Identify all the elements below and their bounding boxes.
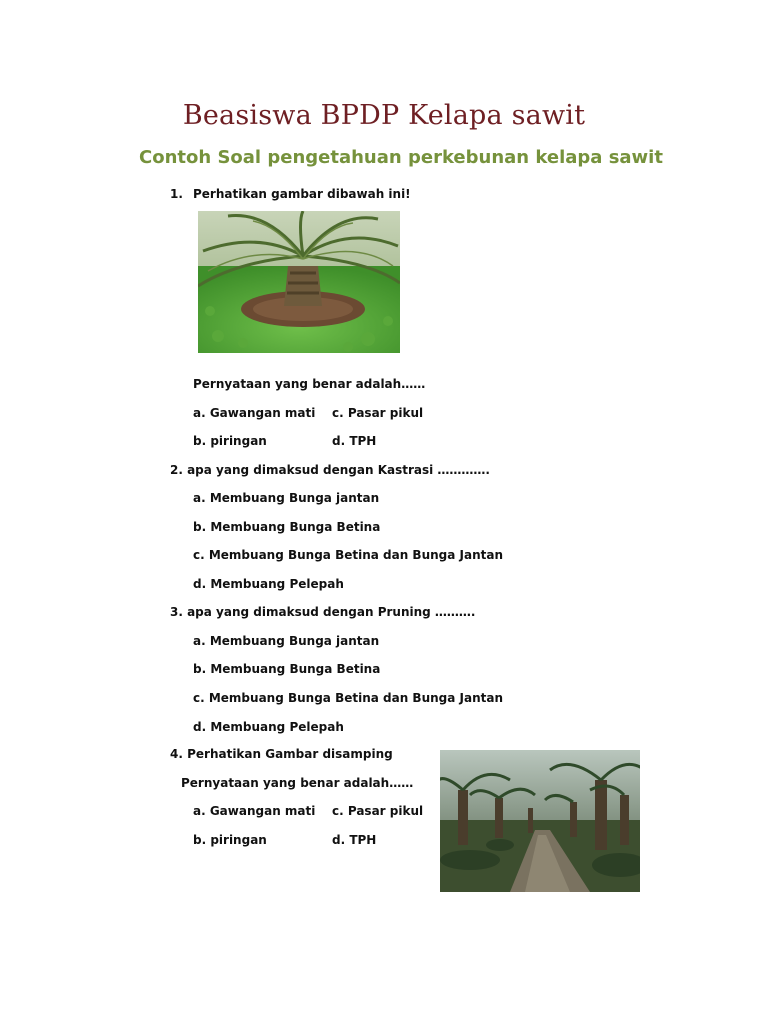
q3-option-d: d. Membuang Pelepah [193,720,344,734]
q4-option-b: b. piringan [193,833,267,847]
q3-option-a: a. Membuang Bunga jantan [193,634,380,648]
q2-option-d: d. Membuang Pelepah [193,577,344,591]
q3-option-c: c. Membuang Bunga Betina dan Bunga Jantan [193,691,504,705]
q2-option-a: a. Membuang Bunga jantan [193,491,380,505]
q4-text: 4. Perhatikan Gambar disamping [170,747,393,761]
q1-number: 1. [170,187,183,201]
q2-option-c: c. Membuang Bunga Betina dan Bunga Jantan [193,548,504,562]
q4-option-a: a. Gawangan mati [193,804,316,818]
plantation-path-photo [440,750,640,892]
q1-option-c: c. Pasar pikul [332,406,424,420]
q1-option-a: a. Gawangan mati [193,406,316,420]
q3-text: 3. apa yang dimaksud dengan Pruning ………. [170,605,476,619]
q1-text: Perhatikan gambar dibawah ini! [193,187,411,201]
document-subtitle: Contoh Soal pengetahuan perkebunan kelapa sawit [139,147,663,168]
palm-tree-photo [198,211,400,353]
q1-option-d: d. TPH [332,434,377,448]
q4-statement: Pernyataan yang benar adalah…… [181,776,414,790]
q1-statement: Pernyataan yang benar adalah…… [193,377,426,391]
q4-option-c: c. Pasar pikul [332,804,424,818]
q4-option-d: d. TPH [332,833,377,847]
document-title: Beasiswa BPDP Kelapa sawit [182,100,586,131]
q1-option-b: b. piringan [193,434,267,448]
q3-option-b: b. Membuang Bunga Betina [193,662,381,676]
q2-text: 2. apa yang dimaksud dengan Kastrasi …………. [170,463,490,477]
q2-option-b: b. Membuang Bunga Betina [193,520,381,534]
